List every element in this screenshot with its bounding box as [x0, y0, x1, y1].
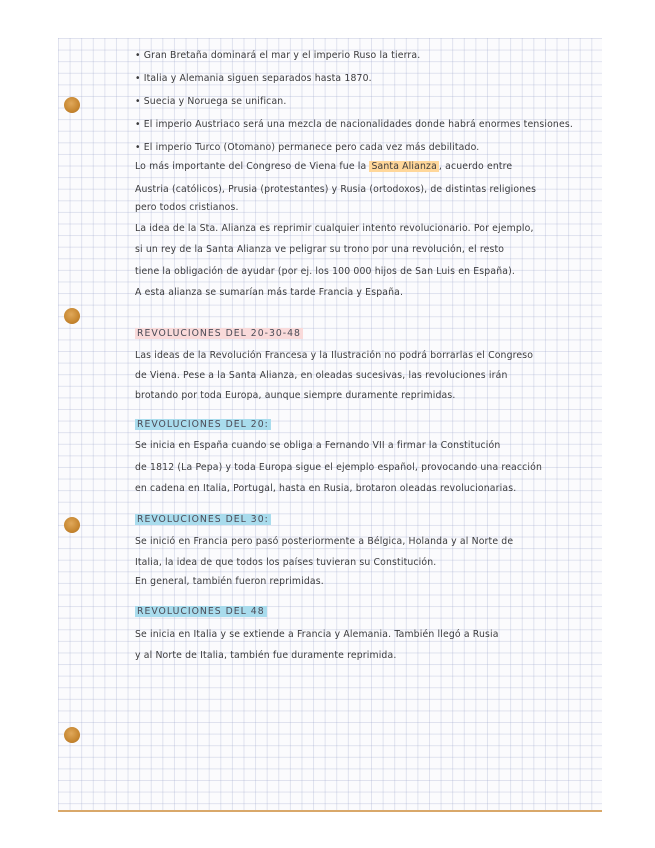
section-heading-text: REVOLUCIONES DEL 20: — [137, 419, 269, 430]
section-heading-text: REVOLUCIONES DEL 30: — [137, 514, 269, 525]
bullet-item: • Gran Bretaña dominará el mar y el imperio Ruso la tierra. — [135, 50, 421, 61]
paragraph-line: pero todos cristianos. — [135, 202, 239, 213]
paragraph-line: y al Norte de Italia, también fue duramente reprimida. — [135, 650, 397, 661]
paragraph-line: La idea de la Sta. Alianza es reprimir cualquier intento revolucionario. Por ejemplo, — [135, 223, 534, 234]
bullet-item: • El imperio Turco (Otomano) permanece pero cada vez más debilitado. — [135, 142, 480, 153]
paragraph-line: en cadena en Italia, Portugal, hasta en Rusia, brotaron oleadas revolucionarias. — [135, 483, 517, 494]
paragraph-line: brotando por toda Europa, aunque siempre duramente reprimidas. — [135, 390, 456, 401]
paragraph-line: Italia, la idea de que todos los países tuvieran su Constitución. — [135, 557, 437, 568]
highlighted-term: Santa Alianza — [371, 161, 437, 172]
page-right-margin — [602, 0, 655, 848]
binder-hole-icon — [64, 97, 80, 113]
paragraph-line: Se inició en Francia pero pasó posteriormente a Bélgica, Holanda y al Norte de — [135, 536, 514, 547]
paragraph-line: Se inicia en Italia y se extiende a Francia y Alemania. También llegó a Rusia — [135, 629, 499, 640]
paragraph-line: de Viena. Pese a la Santa Alianza, en oleadas sucesivas, las revoluciones irán — [135, 370, 508, 381]
bullet-item: • Suecia y Noruega se unifican. — [135, 96, 287, 107]
binder-hole-icon — [64, 727, 80, 743]
section-heading — [135, 419, 271, 430]
bottom-margin-line — [58, 810, 602, 812]
section-heading — [135, 514, 271, 525]
section-heading — [135, 606, 267, 617]
bullet-item: • Italia y Alemania siguen separados hasta 1870. — [135, 73, 372, 84]
text-run: , acuerdo entre — [438, 161, 513, 172]
section-heading — [135, 328, 303, 339]
paragraph-line: Se inicia en España cuando se obliga a Fernando VII a firmar la Constitución — [135, 440, 501, 451]
binder-hole-icon — [64, 308, 80, 324]
paragraph-line: de 1812 (La Pepa) y toda Europa sigue el ejemplo español, provocando una reacción — [135, 462, 543, 473]
section-heading-text: REVOLUCIONES DEL 20-30-48 — [137, 328, 301, 339]
paragraph-line: si un rey de la Santa Alianza ve peligrar su trono por una revolución, el resto — [135, 244, 505, 255]
paragraph-line: Austria (católicos), Prusia (protestantes) y Rusia (ortodoxos), de distintas religiones — [135, 184, 537, 195]
paragraph-line: tiene la obligación de ayudar (por ej. los 100 000 hijos de San Luis en España). — [135, 266, 515, 277]
page-bottom-margin — [0, 812, 655, 848]
bullet-item: • El imperio Austriaco será una mezcla de nacionalidades donde habrá enormes tensiones. — [135, 119, 573, 130]
text-run: Lo más importante del Congreso de Viena fue la — [135, 161, 367, 172]
paragraph-line — [135, 161, 512, 172]
page-top-margin — [0, 0, 655, 38]
binder-hole-icon — [64, 517, 80, 533]
paragraph-line: En general, también fueron reprimidas. — [135, 576, 324, 587]
paragraph-line: Las ideas de la Revolución Francesa y la Ilustración no podrá borrarlas el Congreso — [135, 350, 534, 361]
page-left-margin — [0, 0, 58, 848]
paragraph-line: A esta alianza se sumarían más tarde Francia y España. — [135, 287, 404, 298]
section-heading-text: REVOLUCIONES DEL 48 — [137, 606, 265, 617]
